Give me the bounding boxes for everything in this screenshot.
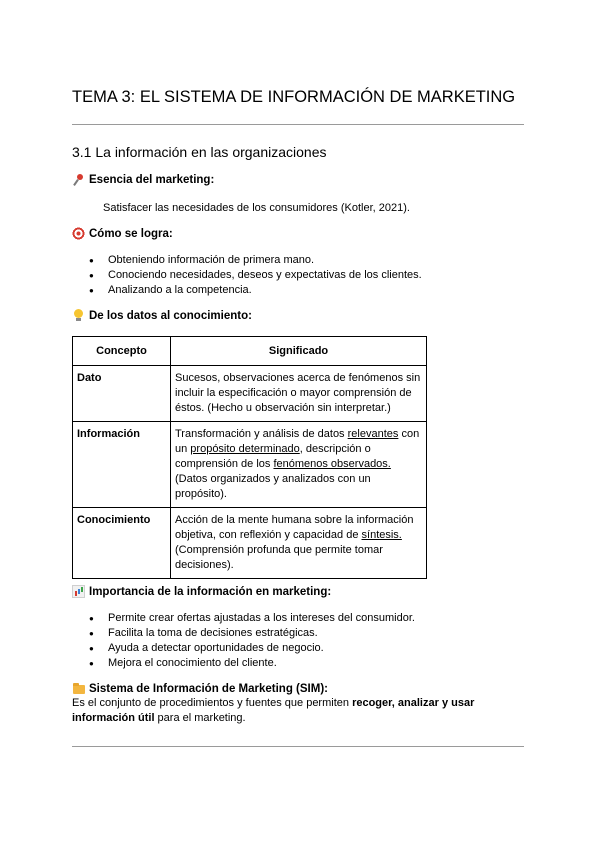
- top-divider: [72, 124, 524, 125]
- essence-heading-label: Esencia del marketing:: [89, 173, 215, 186]
- meaning-cell: Transformación y análisis de datos relevantes con un propósito determinado, descripción o comprensión de los fenómenos observados. (Datos organizados y analizados con un propósito).: [171, 422, 427, 508]
- table-row: [73, 366, 427, 422]
- data-to-knowledge-heading-label: De los datos al conocimiento:: [89, 309, 252, 322]
- document-title: TEMA 3: EL SISTEMA DE INFORMACIÓN DE MARKETING: [72, 88, 516, 106]
- meaning-cell: Acción de la mente humana sobre la información objetiva, con reflexión y capacidad de síntesis. (Comprensión profunda que permite tomar decisiones).: [171, 508, 427, 579]
- target-icon: [72, 227, 85, 240]
- importance-list: [72, 611, 415, 671]
- list-item: ● Analizando a la competencia.: [72, 283, 422, 298]
- table-row: [73, 422, 427, 508]
- column-header-meaning: Significado: [171, 337, 427, 366]
- sim-heading: [72, 682, 328, 695]
- essence-quote: Satisfacer las necesidades de los consumidores (Kotler, 2021).: [103, 202, 410, 214]
- how-heading-label: Cómo se logra:: [89, 227, 173, 240]
- column-header-concept: Concepto: [73, 337, 171, 366]
- list-item: ● Facilita la toma de decisiones estratégicas.: [72, 626, 415, 641]
- concepts-table: [72, 336, 427, 579]
- importance-heading: [72, 585, 331, 598]
- concept-cell: Conocimiento: [73, 508, 171, 579]
- how-heading: [72, 227, 173, 240]
- how-list: [72, 253, 422, 298]
- list-item: ● Ayuda a detectar oportunidades de negocio.: [72, 641, 415, 656]
- data-to-knowledge-heading: [72, 309, 252, 322]
- list-item: ● Conociendo necesidades, deseos y expectativas de los clientes.: [72, 268, 422, 283]
- table-header-row: [73, 337, 427, 366]
- section-title: 3.1 La información en las organizaciones: [72, 144, 327, 160]
- pin-icon: [72, 173, 85, 186]
- bottom-divider: [72, 746, 524, 747]
- list-item: ● Obteniendo información de primera mano.: [72, 253, 422, 268]
- sim-heading-label: Sistema de Información de Marketing (SIM):: [89, 682, 328, 695]
- list-item: ● Mejora el conocimiento del cliente.: [72, 656, 415, 671]
- essence-heading: [72, 173, 214, 186]
- lightbulb-icon: [72, 309, 85, 322]
- sim-definition: Es el conjunto de procedimientos y fuentes que permiten recoger, analizar y usar información útil para el marketing.: [72, 697, 475, 724]
- table-row: [73, 508, 427, 579]
- list-item: ● Permite crear ofertas ajustadas a los intereses del consumidor.: [72, 611, 415, 626]
- bar-chart-icon: [72, 585, 85, 598]
- meaning-cell: Sucesos, observaciones acerca de fenómenos sin incluir la especificación o mayor comprensión de éstos. (Hecho u observación sin interpretar.): [171, 366, 427, 422]
- concept-cell: Dato: [73, 366, 171, 422]
- concept-cell: Información: [73, 422, 171, 508]
- importance-heading-label: Importancia de la información en marketing:: [89, 585, 332, 598]
- folder-icon: [72, 682, 85, 695]
